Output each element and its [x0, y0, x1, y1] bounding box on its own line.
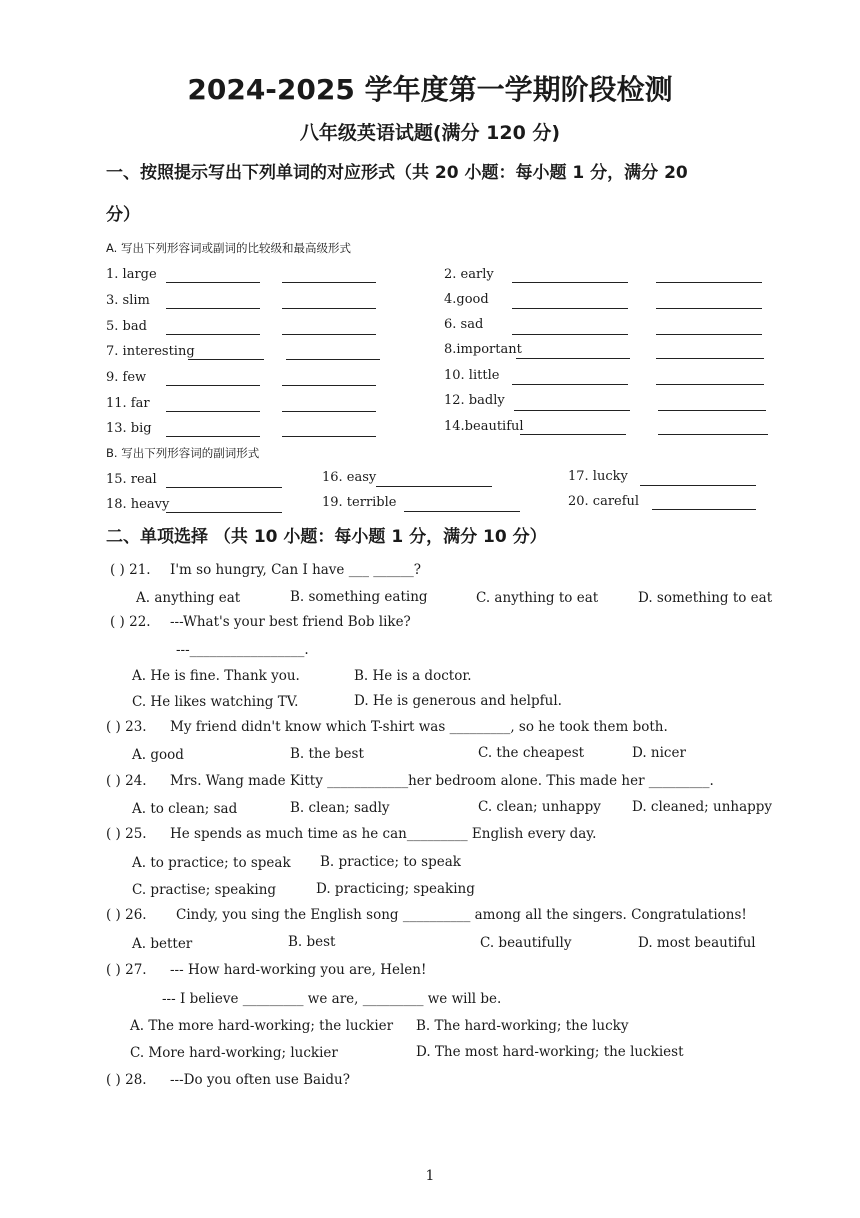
answer-blank[interactable] — [166, 487, 282, 488]
question-stem: My friend didn't know which T-shirt was _________, so he took them both. — [170, 719, 668, 735]
partA-item-6: 6. sad — [444, 317, 484, 332]
answer-line: --- I believe _________ we are, _________ we will be. — [162, 991, 502, 1007]
option-b[interactable]: B. the best — [290, 746, 364, 762]
option-c[interactable]: C. More hard-working; luckier — [130, 1045, 338, 1061]
partA-item-8: 8.important — [444, 342, 522, 357]
answer-blank[interactable] — [514, 410, 630, 411]
exam-title: 2024-2025 学年度第一学期阶段检测 — [187, 73, 673, 106]
partA-item-14: 14.beautiful — [444, 419, 524, 434]
option-b[interactable]: B. something eating — [290, 589, 428, 605]
answer-blank[interactable] — [656, 334, 762, 335]
option-d[interactable]: D. The most hard-working; the luckiest — [416, 1044, 684, 1060]
question-number[interactable]: ( ) 25. — [106, 826, 147, 842]
option-b[interactable]: B. He is a doctor. — [354, 668, 472, 684]
question-stem: He spends as much time as he can_________ English every day. — [170, 826, 597, 842]
answer-blank[interactable] — [282, 385, 376, 386]
partA-item-1: 1. large — [106, 267, 157, 282]
question-number[interactable]: ( ) 23. — [106, 719, 147, 735]
answer-blank[interactable] — [166, 282, 260, 283]
question-stem: Cindy, you sing the English song __________ among all the singers. Congratulations! — [176, 907, 747, 923]
option-c[interactable]: C. beautifully — [480, 935, 572, 951]
section2-heading: 二、单项选择 （共 10 小题：每小题 1 分，满分 10 分） — [106, 527, 547, 547]
question-number[interactable]: ( ) 26. — [106, 907, 147, 923]
page-number: 1 — [425, 1168, 435, 1184]
partA-item-9: 9. few — [106, 370, 147, 385]
answer-blank[interactable] — [282, 411, 376, 412]
question-stem: Mrs. Wang made Kitty ____________her bedroom alone. This made her _________. — [170, 773, 714, 789]
partA-heading: A. 写出下列形容词或副词的比较级和最高级形式 — [106, 241, 351, 255]
answer-blank[interactable] — [166, 411, 260, 412]
option-d[interactable]: D. practicing; speaking — [316, 881, 475, 897]
option-c[interactable]: C. clean; unhappy — [478, 799, 601, 815]
partA-item-5: 5. bad — [106, 319, 147, 334]
section1-heading-line1: 一、按照提示写出下列单词的对应形式（共 20 小题：每小题 1 分，满分 20 — [106, 163, 688, 183]
question-number[interactable]: ( ) 28. — [106, 1072, 147, 1088]
partB-item-17: 17. lucky — [568, 469, 628, 484]
option-b[interactable]: B. The hard-working; the lucky — [416, 1018, 629, 1034]
answer-blank[interactable] — [512, 282, 628, 283]
option-a[interactable]: A. good — [132, 747, 184, 763]
answer-blank[interactable] — [282, 282, 376, 283]
answer-blank[interactable] — [188, 359, 264, 360]
option-a[interactable]: A. to practice; to speak — [132, 855, 291, 871]
question-number[interactable]: ( ) 24. — [106, 773, 147, 789]
partB-item-18: 18. heavy — [106, 497, 170, 512]
partA-item-2: 2. early — [444, 267, 494, 282]
answer-blank[interactable] — [286, 359, 380, 360]
partA-item-11: 11. far — [106, 396, 150, 411]
answer-blank[interactable] — [166, 436, 260, 437]
answer-blank[interactable] — [512, 384, 628, 385]
answer-blank[interactable] — [656, 308, 762, 309]
option-a[interactable]: A. He is fine. Thank you. — [132, 668, 300, 684]
partB-item-16: 16. easy — [322, 470, 377, 485]
option-b[interactable]: B. best — [288, 934, 336, 950]
option-c[interactable]: C. practise; speaking — [132, 882, 277, 898]
option-d[interactable]: D. cleaned; unhappy — [632, 799, 773, 815]
option-a[interactable]: A. to clean; sad — [132, 801, 238, 817]
option-c[interactable]: C. the cheapest — [478, 745, 585, 761]
partB-item-19: 19. terrible — [322, 495, 397, 510]
option-a[interactable]: A. anything eat — [136, 590, 241, 606]
option-c[interactable]: C. anything to eat — [476, 590, 599, 606]
exam-subtitle: 八年级英语试题(满分 120 分) — [299, 122, 561, 144]
question-number[interactable]: ( ) 27. — [106, 962, 147, 978]
answer-blank[interactable] — [520, 434, 626, 435]
answer-blank[interactable] — [282, 436, 376, 437]
answer-blank[interactable] — [656, 384, 764, 385]
answer-blank[interactable] — [376, 486, 492, 487]
partA-item-7: 7. interesting — [106, 344, 195, 359]
option-a[interactable]: A. better — [132, 936, 193, 952]
option-b[interactable]: B. practice; to speak — [320, 854, 461, 870]
section1-heading-line2: 分） — [106, 205, 140, 225]
answer-blank[interactable] — [512, 308, 628, 309]
answer-line: ---_________________. — [176, 642, 309, 658]
partA-item-13: 13. big — [106, 421, 152, 436]
answer-blank[interactable] — [656, 282, 762, 283]
option-c[interactable]: C. He likes watching TV. — [132, 694, 299, 710]
answer-blank[interactable] — [404, 511, 520, 512]
answer-blank[interactable] — [282, 308, 376, 309]
question-number[interactable]: ( ) 21. — [110, 562, 151, 578]
option-b[interactable]: B. clean; sadly — [290, 800, 390, 816]
answer-blank[interactable] — [658, 434, 768, 435]
answer-blank[interactable] — [652, 509, 756, 510]
answer-blank[interactable] — [512, 334, 628, 335]
answer-blank[interactable] — [656, 358, 764, 359]
answer-blank[interactable] — [658, 410, 766, 411]
question-stem: I'm so hungry, Can I have ___ ______? — [170, 562, 421, 578]
question-stem: ---What's your best friend Bob like? — [170, 614, 411, 630]
answer-blank[interactable] — [516, 358, 630, 359]
answer-blank[interactable] — [166, 512, 282, 513]
option-d[interactable]: D. something to eat — [638, 590, 773, 606]
question-stem: --- How hard-working you are, Helen! — [170, 962, 427, 978]
partA-item-12: 12. badly — [444, 393, 505, 408]
partB-item-15: 15. real — [106, 472, 157, 487]
answer-blank[interactable] — [640, 485, 756, 486]
answer-blank[interactable] — [166, 334, 260, 335]
question-number[interactable]: ( ) 22. — [110, 614, 151, 630]
option-d[interactable]: D. nicer — [632, 745, 686, 761]
partB-heading: B. 写出下列形容词的副词形式 — [106, 446, 260, 460]
option-d[interactable]: D. most beautiful — [638, 935, 756, 951]
answer-blank[interactable] — [166, 308, 260, 309]
option-d[interactable]: D. He is generous and helpful. — [354, 693, 562, 709]
partA-item-3: 3. slim — [106, 293, 150, 308]
partA-item-4: 4.good — [444, 292, 489, 307]
question-stem: ---Do you often use Baidu? — [170, 1072, 350, 1088]
answer-blank[interactable] — [166, 385, 260, 386]
answer-blank[interactable] — [282, 334, 376, 335]
option-a[interactable]: A. The more hard-working; the luckier — [130, 1018, 394, 1034]
partA-item-10: 10. little — [444, 368, 500, 383]
partB-item-20: 20. careful — [568, 494, 640, 509]
